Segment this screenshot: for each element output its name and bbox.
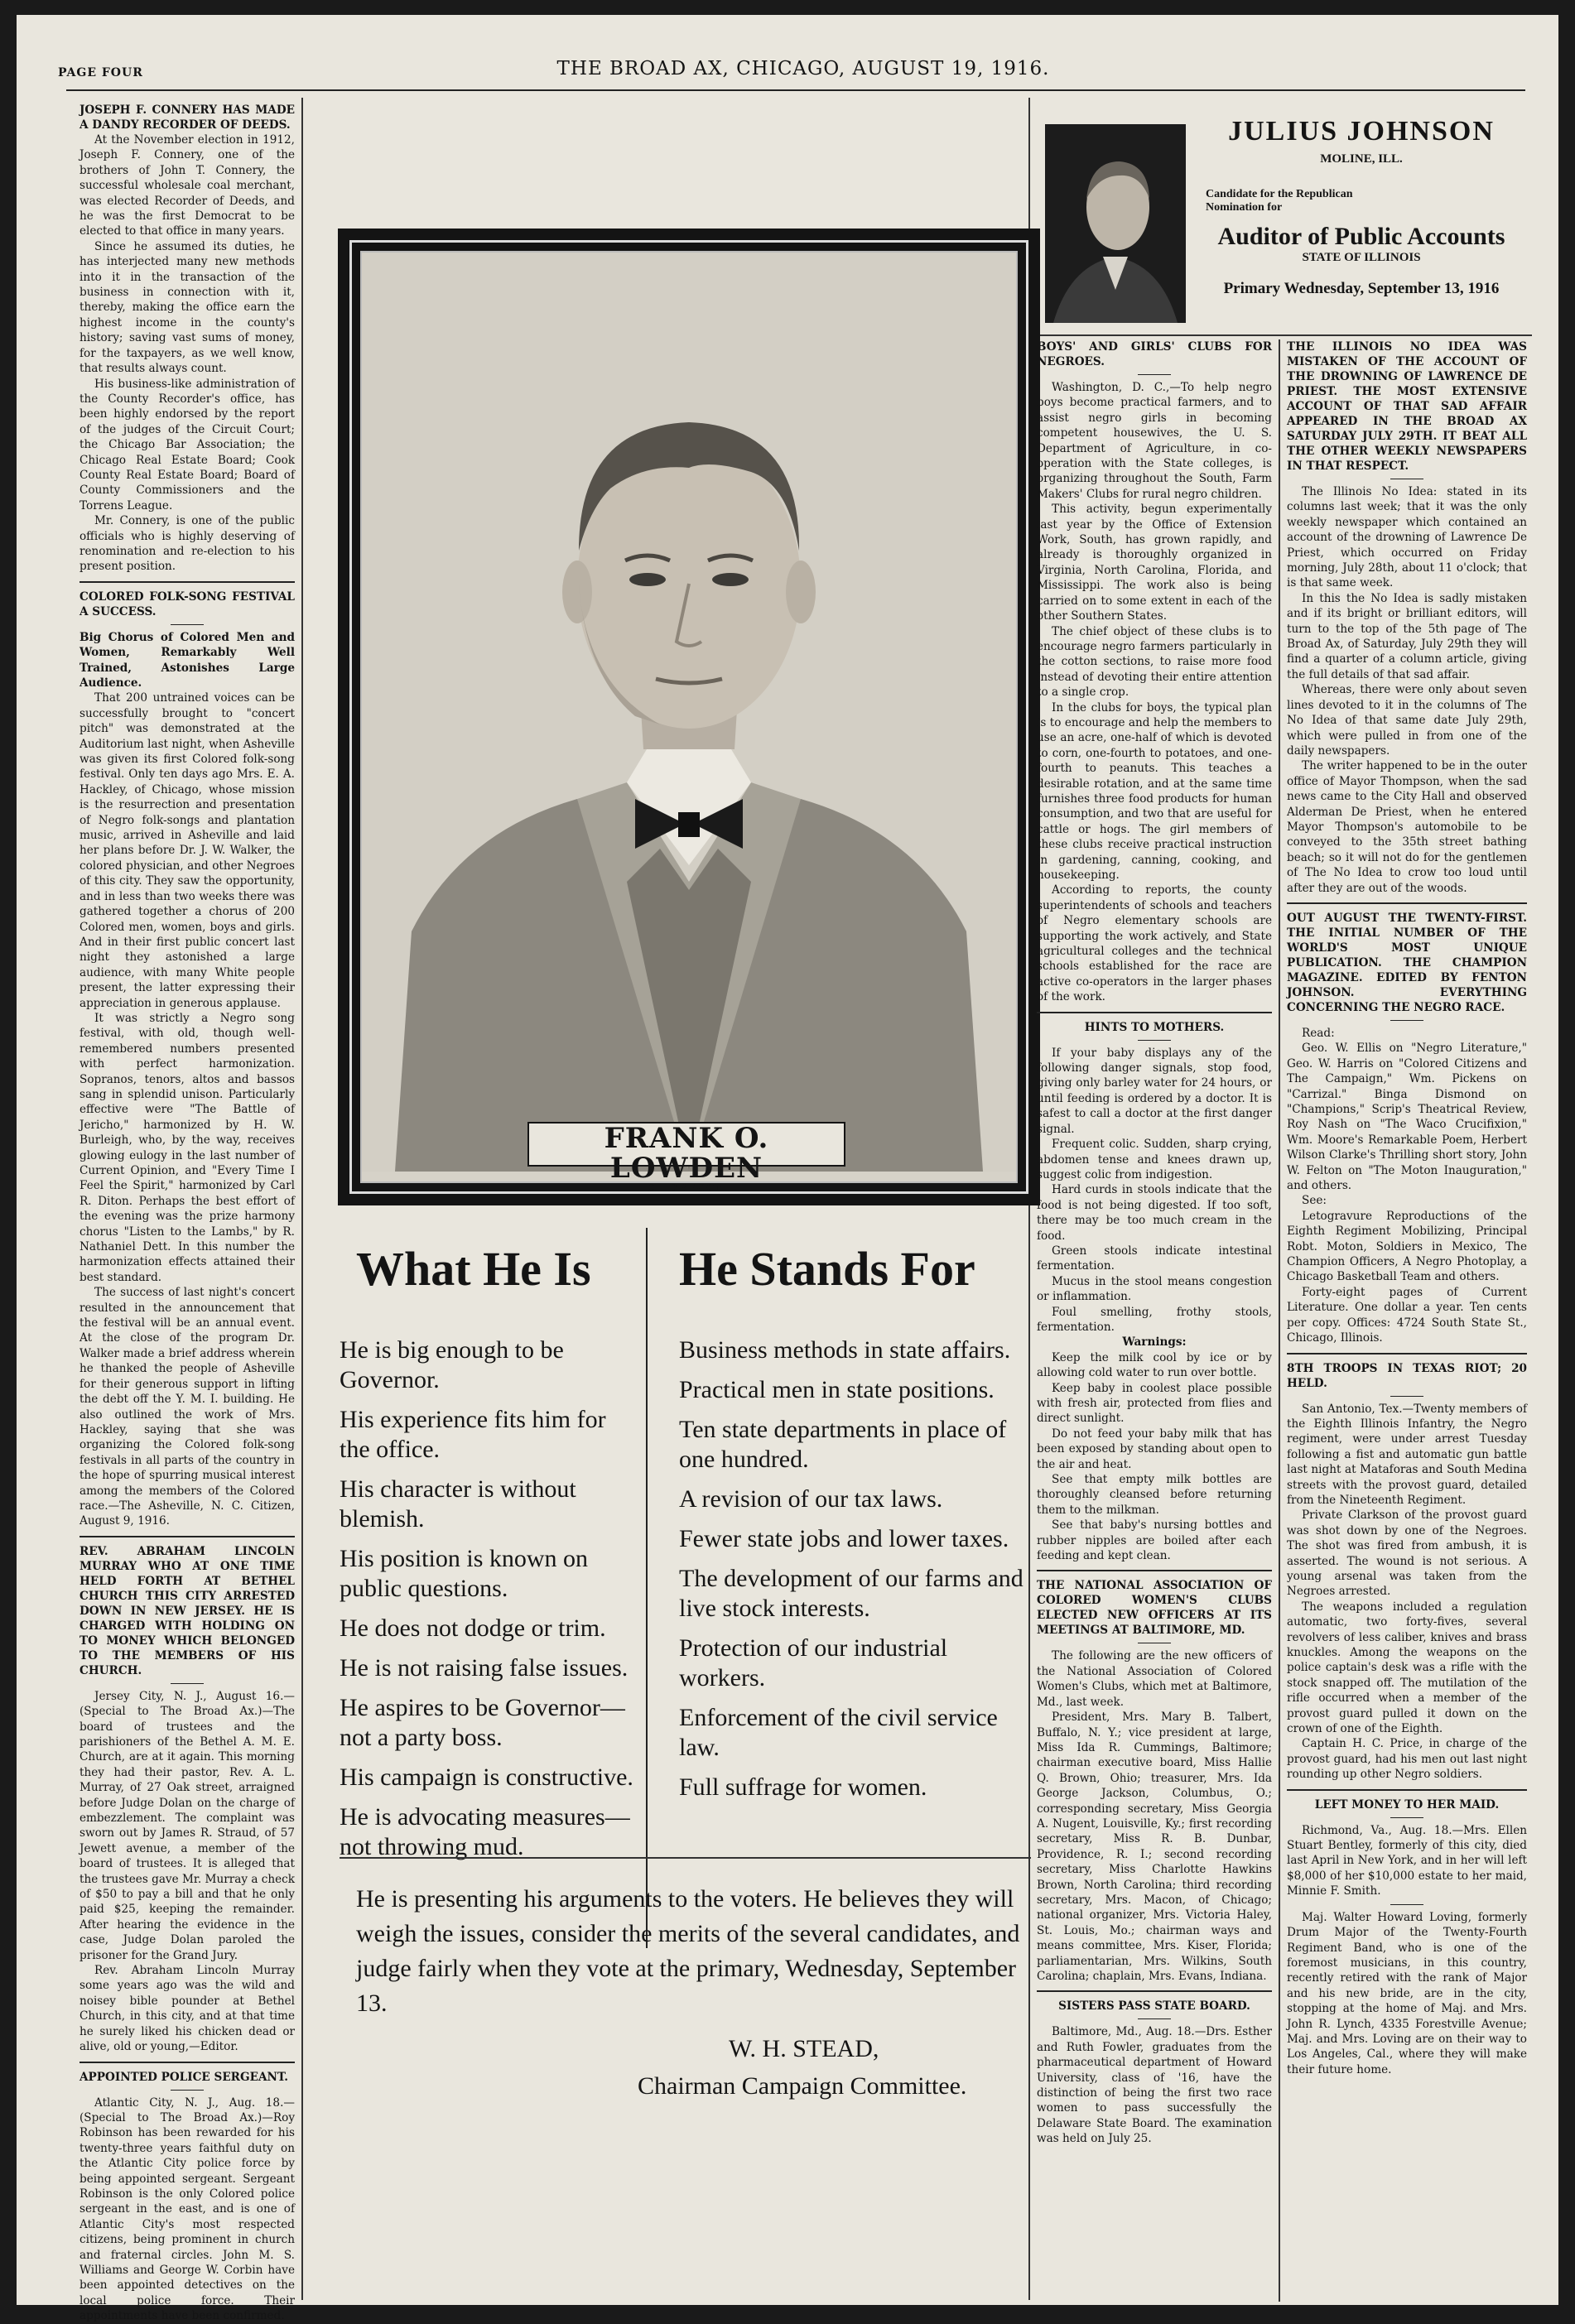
candidate-text bbox=[1197, 116, 1525, 298]
short-rule bbox=[1390, 1020, 1423, 1021]
ad-item: Full suffrage for women. bbox=[679, 1773, 927, 1801]
ad-item: He is not raising false issues. bbox=[340, 1654, 629, 1682]
candidate-name: JULIUS JOHNSON bbox=[1228, 116, 1495, 147]
article-paragraph: Maj. Walter Howard Loving, formerly Drum Major of the Twenty-Fourth Regiment Band, who is one of the foremost musicians, in this country, recently retired with the rank of Major and his new bride, are in the city, stopping at the home of Maj. and Mrs. John R. Lynch, 4335 Forestville Avenue; Maj. and Mrs. Loving are on their way to Los Angeles, Cal., where they will make their future home. bbox=[1287, 1910, 1527, 2076]
ad-divider bbox=[646, 1228, 648, 1948]
article-paragraph: Private Clarkson of the provost guard was shot down by one of the Negroes. The shot was fired from ambush, it is asserted. The wound is not serious. A young arsenal was taken from the Negroes arrested. bbox=[1287, 1508, 1527, 1599]
candidate-town: MOLINE, ILL. bbox=[1320, 152, 1403, 166]
campaign-ad bbox=[331, 1220, 1039, 2180]
article-paragraph: The weapons included a regulation automatic, two forty-fives, several revolvers of less caliber, knives and brass knuckles. Among the weapons on the police captain's desk was a rifle with the stock snapped off. The mutilation of the rifle occurred when a member of the provost guard pulled it down on the crown of one of the Eighth. bbox=[1287, 1600, 1527, 1736]
candidate-line: Nomination for bbox=[1206, 201, 1283, 214]
article-headline: OUT AUGUST THE TWENTY-FIRST. THE INITIAL NUMBER OF THE WORLD'S MOST UNIQUE PUBLICATION. THE CHAMPION MAGAZINE. EDITED BY FENTON JOHNSON. EVERYTHING CONCERNING THE NEGRO RACE. bbox=[1287, 911, 1527, 1014]
article-headline: BOYS' AND GIRLS' CLUBS FOR NEGROES. bbox=[1037, 340, 1272, 368]
article-paragraph: President, Mrs. Mary B. Talbert, Buffalo, N. Y.; vice president at large, Miss Ida R. Cummings, Baltimore; chairman executive board, Miss Hallie Q. Brown, Ohio; treasurer, Mrs. Ida George Jackson, Columbus, O.; corresponding secretary, Miss Georgia A. Nugent, Louisville, Ky.; first recording secretary, Miss R. B. Dunbar, Providence, R. I.; second recording secretary, Miss Charlotte Hawkins Brown, North Carolina; third recording secretary, Mrs. Macon, of Chicago; national organizer, Mrs. Victoria Haley, St. Louis, Mo.; chairman ways and means committee, Mrs. Kiser, Florida; parliamentarian, Mrs. Wilkins, South Carolina; chaplain, Mrs. Evans, Indiana. bbox=[1037, 1711, 1272, 1983]
masthead: THE BROAD AX, CHICAGO, AUGUST 19, 1916. bbox=[556, 58, 1050, 79]
page-label: PAGE FOUR bbox=[58, 66, 143, 79]
article-paragraph: The following are the new officers of the National Association of Colored Women's Clubs, which met at Baltimore, Md., last week. bbox=[1037, 1649, 1272, 1709]
primary-date: Primary Wednesday, September 13, 1916 bbox=[1223, 280, 1500, 297]
article-subhead: Big Chorus of Colored Men and Women, Remarkably Well Trained, Astonishes Large Audience. bbox=[79, 630, 295, 690]
portrait-frame bbox=[338, 229, 1040, 1205]
column-4 bbox=[1037, 339, 1272, 2297]
article-separator bbox=[1037, 1012, 1272, 1013]
article-paragraph: The Illinois No Idea: stated in its columns last week; that it was the only weekly newspaper which contained an account of the drowning of Lawrence De Priest, which occurred on Friday morning, July 28th, about 11 o'clock; that is that same week. bbox=[1287, 485, 1527, 590]
short-rule bbox=[1138, 1040, 1171, 1041]
article-paragraph: Keep the milk cool by ice or by allowing cold water to run over bottle. bbox=[1037, 1350, 1272, 1380]
ad-item: The development of our farms and live stock interests. bbox=[679, 1565, 1024, 1622]
article-paragraph: See that empty milk bottles are thoroughly cleansed before returning them to the milkman. bbox=[1037, 1473, 1272, 1517]
article-headline: 8TH TROOPS IN TEXAS RIOT; 20 HELD. bbox=[1287, 1361, 1527, 1390]
ad-item: A revision of our tax laws. bbox=[679, 1485, 943, 1513]
short-rule bbox=[1390, 1904, 1423, 1905]
column-1 bbox=[79, 103, 296, 2323]
article-paragraph: Foul smelling, frothy stools, fermentation. bbox=[1037, 1305, 1272, 1334]
box-rule bbox=[1035, 334, 1532, 336]
article-paragraph: Green stools indicate intestinal fermentation. bbox=[1037, 1244, 1272, 1273]
column-rule bbox=[1279, 339, 1280, 2302]
article-separator bbox=[1037, 1570, 1272, 1571]
top-rule bbox=[66, 89, 1525, 91]
article-separator bbox=[79, 581, 295, 583]
article-paragraph: The chief object of these clubs is to encourage negro farmers particularly in the cotton sections, to raise more food instead of devoting their entire attention to a single crop. bbox=[1037, 624, 1272, 700]
article-paragraph: Rev. Abraham Lincoln Murray some years ago was the wild and noisey bible pounder at Bethel Church, in this city, and at that time he surely liked his chicken dead or alive, old or young,—Editor. bbox=[79, 1964, 295, 2054]
article-headline: THE NATIONAL ASSOCIATION OF COLORED WOMEN'S CLUBS ELECTED NEW OFFICERS AT ITS MEETINGS AT BALTIMORE, MD. bbox=[1037, 1579, 1272, 1638]
article-paragraph: Hard curds in stools indicate that the food is not being digested. If too soft, there may be too much cream in the food. bbox=[1037, 1183, 1272, 1243]
article-paragraph: See that baby's nursing bottles and rubber nipples are boiled after each feeding and kept clean. bbox=[1037, 1518, 1272, 1563]
article-paragraph: Letogravure Reproductions of the Eighth Regiment Mobilizing, Principal Robt. Moton, Soldiers in Mexico, The Champion Officers, A Negro Photoplay, a Chicago Basketball Team and others. bbox=[1287, 1209, 1527, 1284]
portrait-photo bbox=[360, 251, 1018, 1193]
article-paragraph: Read: bbox=[1302, 1026, 1335, 1040]
article-paragraph: Keep baby in coolest place possible with fresh air, protected from flies and direct sunlight. bbox=[1037, 1381, 1272, 1426]
candidate-office: Auditor of Public Accounts bbox=[1217, 223, 1505, 250]
article-headline: SISTERS PASS STATE BOARD. bbox=[1058, 1999, 1250, 2014]
ad-right-list bbox=[679, 1335, 1027, 1812]
ad-item: He does not dodge or trim. bbox=[340, 1614, 606, 1642]
column-rule bbox=[301, 98, 303, 2300]
article-paragraph: San Antonio, Tex.—Twenty members of the Eighth Illinois Infantry, the Negro regiment, were under arrest Tuesday following a fist and automatic gun battle last night at Mataforas and South Medina streets with the provost guard, detailed from the Nineteenth Regiment. bbox=[1287, 1402, 1527, 1507]
article-paragraph: Frequent colic. Sudden, sharp crying, abdomen tense and knees drawn up, suggest colic from indigestion. bbox=[1037, 1138, 1272, 1181]
candidate-illustration bbox=[1045, 124, 1186, 323]
ad-item: His campaign is constructive. bbox=[340, 1763, 633, 1791]
article-paragraph: Whereas, there were only about seven lines devoted to it in the columns of The No Idea of that same date July 29th, which were pulled in from one of the daily newspapers. bbox=[1287, 683, 1527, 758]
portrait-subtitle: OF OREGON bbox=[647, 1182, 726, 1193]
ad-item: Enforcement of the civil service law. bbox=[679, 1704, 998, 1761]
candidate-photo bbox=[1045, 124, 1186, 323]
short-rule bbox=[1390, 1396, 1423, 1397]
short-rule bbox=[1390, 1817, 1423, 1818]
article-separator bbox=[1287, 1789, 1527, 1791]
article-paragraph: Atlantic City, N. J., Aug. 18.—(Special to The Broad Ax.)—Roy Robinson has been rewarded for his twenty-three years faithful duty on the Atlantic City police force by being appointed sergeant. Sergeant Robinson is the only Colored police sergeant in the east, and is one of Atlantic City's most respected citizens, being prominent in church and fraternal circles. John M. S. Williams and George W. Corbin have been appointed detectives on the local police force. Their appointments have been confirmed. bbox=[79, 2095, 295, 2323]
ad-item: Ten state departments in place of one hundred. bbox=[679, 1416, 1007, 1473]
article-paragraph: It was strictly a Negro song festival, with old, though well-remembered numbers presented with perfect harmonization. Sopranos, tenors, altos and bassos sang in splendid unison. Particularly effective were "The Battle of Jericho," harmonized by H. W. Burleigh, who, by the way, receives glowing eulogy in the last number of Current Opinion, and "Every Time I Feel the Spirit," harmonized by Carl R. Diton. Perhaps the best effort of the evening was the prize harmony chorus "Listen to the Lambs," by R. Nathaniel Dett. In this number the harmonization effects attained their best standard. bbox=[79, 1011, 295, 1284]
candidate-line: Candidate for the Republican bbox=[1206, 188, 1353, 200]
article-paragraph: See: bbox=[1302, 1194, 1327, 1208]
article-separator bbox=[79, 1536, 295, 1537]
article-paragraph: Mr. Connery, is one of the public officials who is highly deserving of renomination and re-election to his present position. bbox=[79, 514, 295, 574]
article-paragraph: Captain H. C. Price, in charge of the provost guard, had his men out last night rounding up other Negro soldiers. bbox=[1287, 1737, 1527, 1782]
article-paragraph: Jersey City, N. J., August 16.—(Special to The Broad Ax.)—The board of trustees and the parishioners of the Bethel A. M. E. Church, are at it again. This morning they had their pastor, Rev. A. L. Murray, of 27 Oak street, arraigned before Judge Dolan on the charge of embezzlement. The complaint was sworn out by James R. Straud, of 57 Jewett avenue, a member of the board of trustees. It is alleged that the trustees gave Mr. Murray a check of $50 to pay a bill and that he only paid $25, keeping the remainder. After hearing the evidence in the case, Judge Dolan paroled the prisoner for the Grand Jury. bbox=[79, 1689, 296, 1962]
portrait-border bbox=[349, 240, 1028, 1194]
article-headline: COLORED FOLK-SONG FESTIVAL A SUCCESS. bbox=[79, 589, 295, 618]
ad-item: His experience fits him for the office. bbox=[340, 1406, 606, 1463]
article-headline: LEFT MONEY TO HER MAID. bbox=[1314, 1797, 1500, 1812]
portrait-name: FRANK O. LOWDEN bbox=[604, 1122, 769, 1185]
article-separator bbox=[1287, 902, 1527, 904]
portrait-caption bbox=[527, 1122, 845, 1193]
article-paragraph: Geo. W. Ellis on "Negro Literature," Geo. W. Harris on "Colored Citizens and The Campaign," Wm. Pickens on "Carrizal." Binga Dismond on "Champions," Scrip's Theatrical Review, Roy Nash on "The Waco Crucifixion," Wm. Moore's Remarkable Poem, Herbert Wilson Clarke's Thrilling short story, John W. Felton on "The Moton Inauguration," and others. bbox=[1287, 1042, 1527, 1193]
article-paragraph: At the November election in 1912, Joseph F. Connery, one of the brothers of John T. Connery, the successful wholesale coal merchant, was elected Recorder of Deeds, and he was the first Democrat to be elected to that office in many years. bbox=[79, 133, 295, 238]
short-rule bbox=[171, 624, 204, 625]
short-rule bbox=[171, 1683, 204, 1684]
article-headline: APPOINTED POLICE SERGEANT. bbox=[79, 2070, 289, 2084]
article-paragraph: Since he assumed its duties, he has interjected many new methods into it in the transaction of the business in connection with it, thereby, making the office earn the highest income in the county's history; saving vast sums of money, for the taxpayers, as we well know, that results always count. bbox=[79, 239, 295, 376]
article-paragraph: Richmond, Va., Aug. 18.—Mrs. Ellen Stuart Bentley, formerly of this city, died last April in New York, and in her will left $8,000 of her $10,000 estate to her maid, Minnie F. Smith. bbox=[1287, 1823, 1527, 1898]
article-headline: JOSEPH F. CONNERY HAS MADE A DANDY RECORDER OF DEEDS. bbox=[79, 103, 295, 132]
article-paragraph: According to reports, the county superintendents of schools and teachers of Negro elementary schools are supporting the work actively, and State agricultural colleges and the technical schools established for the race are active co-operators in the larger phases of the work. bbox=[1037, 883, 1272, 1004]
article-paragraph: This activity, begun experimentally last year by the Office of Extension Work, South, has grown rapidly, and already is thoroughly organized in Virginia, North Carolina, Florida, and Mississippi. The work also is being carried on to some extent in each of the other Southern States. bbox=[1037, 503, 1272, 623]
julius-johnson-ad bbox=[1043, 108, 1525, 331]
ad-signer: W. H. STEAD, bbox=[729, 2035, 879, 2062]
article-paragraph: In this the No Idea is sadly mistaken and if its bright or brilliant editors, will turn to the top of the 5th page of The Broad Ax, of Saturday, July 29th they will find a quarter of a column article, giving the full details of that sad affair. bbox=[1287, 591, 1527, 681]
short-rule bbox=[1138, 2018, 1171, 2019]
article-separator bbox=[79, 2062, 295, 2063]
article-paragraph: Mucus in the stool means congestion or inflammation. bbox=[1037, 1274, 1272, 1304]
column-5 bbox=[1287, 339, 1527, 2297]
ad-left-list bbox=[340, 1335, 638, 1872]
article-headline: REV. ABRAHAM LINCOLN MURRAY WHO AT ONE TIME HELD FORTH AT BETHEL CHURCH THIS CITY ARRESTED DOWN IN NEW JERSEY. HE IS CHARGED WITH HOLDING ON TO MONEY WHICH BELONGED TO THE MEMBERS OF HIS CHURCH. bbox=[79, 1544, 295, 1677]
ad-closing: He is presenting his arguments to the voters. He believes they will weigh the issues, consider the merits of the several candidates, and judge fairly when they vote at the primary, Wednesday, September 13. bbox=[356, 1885, 1020, 2017]
article-paragraph: Forty-eight pages of Current Literature. One dollar a year. Ten cents per copy. Offices: 4724 South State St., Chicago, Illinois. bbox=[1287, 1285, 1527, 1345]
ad-item: He is big enough to be Governor. bbox=[340, 1336, 564, 1393]
article-paragraph: His business-like administration of the County Recorder's office, has been highly endorsed by the report of the judges of the Circuit Court; the Chicago Bar Association; the Chicago Real Estate Board; Cook County Real Estate Board; Board of County Commissioners and the Torrens League. bbox=[79, 377, 295, 512]
article-paragraph: The writer happened to be in the outer office of Mayor Thompson, when the sad news came to the City Hall and observed Alderman De Priest, when he entered Mayor Thompson's automobile to be conveyed to the 35th street bathing beach; so it will not do for the gentlemen of The No Idea to crow too loud until after they are out of the woods. bbox=[1287, 759, 1527, 895]
article-paragraph: The success of last night's concert resulted in the announcement that the festival will be an annual event. At the close of the program Dr. Walker made a brief address wherein he thanked the people of Asheville for their generous support in lifting the debt off the Y. M. I. building. He also outlined the work of Mrs. Hackley, saying that she was organizing the Colored folk-song festivals in all parts of the country in the hope of spurring musical interest among the members of the Colored race.—The Asheville, N. C. Citizen, August 9, 1916. bbox=[79, 1286, 295, 1528]
ad-right-title: He Stands For bbox=[679, 1242, 975, 1296]
ad-item: His character is without blemish. bbox=[340, 1475, 576, 1532]
ad-left-title: What He Is bbox=[356, 1242, 591, 1296]
ad-rule bbox=[340, 1857, 1031, 1859]
ad-item: Fewer state jobs and lower taxes. bbox=[679, 1525, 1009, 1552]
ad-item: Practical men in state positions. bbox=[679, 1376, 995, 1403]
article-headline: HINTS TO MOTHERS. bbox=[1084, 1020, 1225, 1034]
ad-item: Business methods in state affairs. bbox=[679, 1336, 1011, 1364]
article-paragraph: Baltimore, Md., Aug. 18.—Drs. Esther and Ruth Fowler, graduates from the pharmaceutical department of Howard University, class of '16, have the distinction of being the first two race women to pass successfully the Delaware State Board. The examination was held on July 25. bbox=[1037, 2025, 1272, 2146]
short-rule bbox=[1138, 374, 1171, 375]
article-paragraph: That 200 untrained voices can be successfully brought to "concert pitch" was demonstrated at the Auditorium last night, when Asheville was given its first Colored folk-song festival. Only ten days ago Mrs. E. A. Hackley, of Chicago, whose mission is the resurrection and presentation of Negro folk-songs and plantation music, arrived in Asheville and laid her plans before Dr. J. W. Walker, the colored physician, and other Negroes of this city. They saw the opportunity, and in less than two weeks there was gathered together a chorus of 200 Colored men, women, boys and girls. And in their first public concert last night they astonished a large audience, with many White people present, the latter expressing their appreciation in generous applause. bbox=[79, 691, 295, 1010]
portrait-illustration bbox=[362, 253, 1016, 1172]
ad-signer-title: Chairman Campaign Committee. bbox=[638, 2072, 967, 2100]
candidate-state: STATE OF ILLINOIS bbox=[1302, 251, 1421, 264]
ad-item: His position is known on public questions. bbox=[340, 1545, 589, 1602]
short-rule bbox=[171, 2090, 204, 2091]
article-headline: THE ILLINOIS NO IDEA WAS MISTAKEN OF THE ACCOUNT OF THE DROWNING OF LAWRENCE DE PRIEST. THE MOST EXTENSIVE ACCOUNT OF THAT SAD AFFAIR APPEARED IN THE BROAD AX SATURDAY JULY 29TH. IT BEAT ALL THE OTHER WEEKLY NEWSPAPERS IN THAT RESPECT. bbox=[1287, 340, 1527, 473]
article-subhead: Warnings: bbox=[1122, 1335, 1187, 1350]
article-paragraph: Washington, D. C.,—To help negro boys become practical farmers, and to assist negro girls in becoming competent housewives, the U. S. Department of Agriculture, in co-operation with the State colleges, is organizing throughout the South, Farm Makers' Clubs for rural negro children. bbox=[1037, 381, 1272, 501]
article-separator bbox=[1287, 1353, 1527, 1354]
article-paragraph: If your baby displays any of the following danger signals, stop food, giving only barley water for 24 hours, or until feeding is ordered by a doctor. It is safest to call a doctor at the first danger signal. bbox=[1037, 1046, 1272, 1136]
article-paragraph: Do not feed your baby milk that has been exposed by standing about open to the air and heat. bbox=[1037, 1427, 1272, 1471]
ad-item: He aspires to be Governor—not a party boss. bbox=[340, 1694, 625, 1751]
article-paragraph: In the clubs for boys, the typical plan is to encourage and help the members to use an acre, one-half of which is devoted to corn, one-fourth to potatoes, and one-fourth to peanuts. This teaches a desirable rotation, and at the same time furnishes three food products for human consumption, and two that are useful for cattle or hogs. The girl members of these clubs receive practical instruction in gardening, canning, cooking, and housekeeping. bbox=[1037, 700, 1272, 882]
ad-item: He is advocating measures—not throwing mud. bbox=[340, 1803, 630, 1860]
article-separator bbox=[1037, 1990, 1272, 1992]
newspaper-page bbox=[17, 15, 1558, 2323]
ad-item: Protection of our industrial workers. bbox=[679, 1634, 948, 1691]
